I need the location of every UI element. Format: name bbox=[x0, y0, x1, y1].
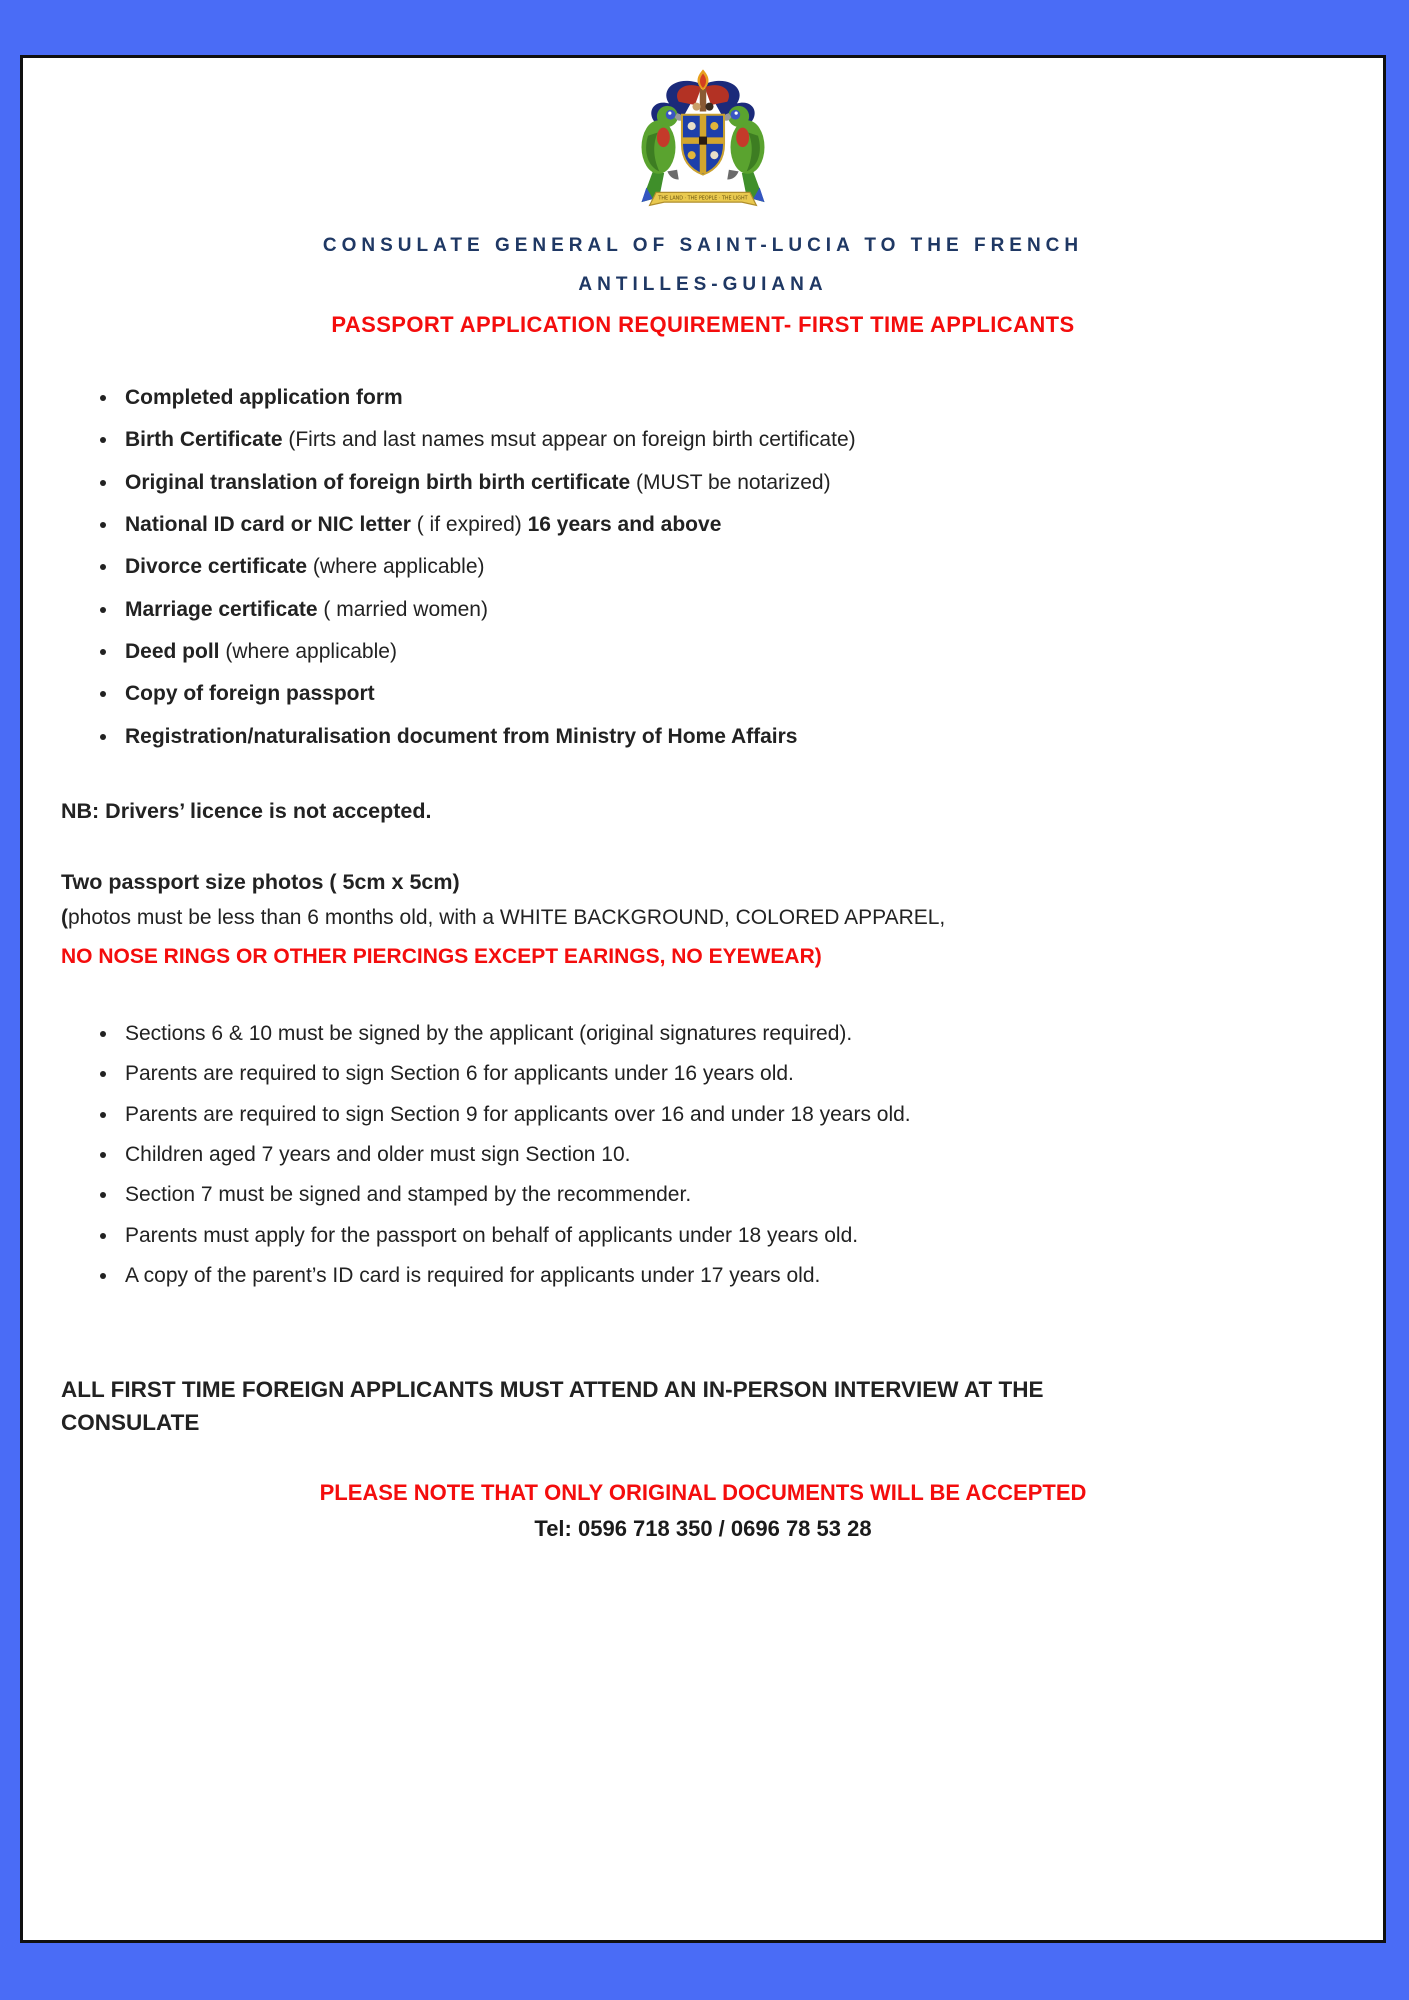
text-segment: Parents are required to sign Section 9 for applicants over 16 and under 18 years old. bbox=[125, 1102, 911, 1126]
list-item bbox=[119, 426, 1345, 454]
photos-heading bbox=[61, 870, 1345, 895]
text-segment: Sections 6 & 10 must be signed by the applicant (original signatures required). bbox=[125, 1022, 853, 1046]
text-segment: ( married women) bbox=[317, 597, 488, 621]
photos-line1 bbox=[61, 902, 1345, 934]
coat-of-arms-icon bbox=[61, 66, 1345, 214]
text-segment: Birth Certificate bbox=[125, 428, 283, 452]
list-item bbox=[119, 723, 1345, 751]
text-segment: ( bbox=[61, 906, 68, 930]
text-segment: Copy of foreign passport bbox=[125, 682, 375, 706]
text-segment: Marriage certificate bbox=[125, 597, 318, 621]
list-item bbox=[119, 384, 1345, 412]
list-item bbox=[119, 1020, 1345, 1048]
text-segment: (MUST be notarized) bbox=[630, 470, 831, 494]
list-item bbox=[119, 1141, 1345, 1169]
consulate-name-line1: CONSULATE GENERAL OF SAINT-LUCIA TO THE FRENCH bbox=[322, 235, 1084, 256]
interview-notice bbox=[61, 1373, 1345, 1441]
text-segment: (where applicable) bbox=[219, 640, 397, 664]
text-segment: Divorce certificate bbox=[125, 555, 308, 579]
text-segment: 16 years and above bbox=[527, 513, 722, 537]
list-item bbox=[119, 680, 1345, 708]
nb-note bbox=[61, 799, 1345, 824]
list-item bbox=[119, 511, 1345, 539]
text-segment: Two passport size photos ( 5cm x 5cm) bbox=[61, 870, 460, 895]
list-item bbox=[119, 1060, 1345, 1088]
requirements-list bbox=[61, 384, 1345, 751]
text-segment: National ID card or NIC letter bbox=[125, 513, 411, 537]
original-documents-note: PLEASE NOTE THAT ONLY ORIGINAL DOCUMENTS WILL BE ACCEPTED bbox=[319, 1480, 1087, 1505]
text-segment: Original translation of foreign birth birth certificate bbox=[125, 470, 631, 494]
text-segment: CONSULATE bbox=[61, 1410, 200, 1436]
text-segment: NO NOSE RINGS OR OTHER PIERCINGS EXCEPT EARINGS, NO EYEWEAR) bbox=[61, 944, 822, 968]
list-item bbox=[119, 1181, 1345, 1209]
document-sheet bbox=[20, 55, 1386, 1943]
consulate-name-line2: ANTILLES-GUIANA bbox=[578, 274, 828, 295]
list-item bbox=[119, 1222, 1345, 1250]
list-item bbox=[119, 553, 1345, 581]
text-segment: (Firts and last names msut appear on foreign birth certificate) bbox=[282, 428, 856, 452]
list-item bbox=[119, 1262, 1345, 1290]
list-item bbox=[119, 638, 1345, 666]
text-segment: Deed poll bbox=[125, 640, 220, 664]
list-item bbox=[119, 596, 1345, 624]
text-segment: (where applicable) bbox=[307, 555, 485, 579]
photo-requirements-block bbox=[61, 870, 1345, 972]
document-title: PASSPORT APPLICATION REQUIREMENT- FIRST TIME APPLICANTS bbox=[331, 312, 1075, 337]
svg-text:THE LAND · THE PEOPLE · THE LI: THE LAND · THE PEOPLE · THE LIGHT bbox=[658, 195, 748, 202]
text-segment: Children aged 7 years and older must sign Section 10. bbox=[125, 1143, 631, 1167]
signing-instructions-list bbox=[61, 1020, 1345, 1290]
text-segment: A copy of the parent’s ID card is required for applicants under 17 years old. bbox=[125, 1264, 821, 1288]
list-item bbox=[119, 1101, 1345, 1129]
text-segment: Completed application form bbox=[125, 386, 403, 409]
photos-line2 bbox=[61, 941, 1345, 973]
text-segment: ( if expired) bbox=[410, 513, 528, 537]
text-segment: Section 7 must be signed and stamped by the recommender. bbox=[125, 1183, 692, 1207]
telephone-line: Tel: 0596 718 350 / 0696 78 53 28 bbox=[534, 1516, 872, 1541]
text-segment: Parents are required to sign Section 6 for applicants under 16 years old. bbox=[125, 1062, 794, 1086]
text-segment: photos must be less than 6 months old, with a WHITE BACKGROUND, COLORED APPAREL, bbox=[68, 906, 946, 930]
list-item bbox=[119, 469, 1345, 497]
text-segment: Parents must apply for the passport on behalf of applicants under 18 years old. bbox=[125, 1223, 859, 1247]
text-segment: NB: Drivers’ licence is not accepted. bbox=[61, 799, 432, 824]
text-segment: Registration/naturalisation document from Ministry of Home Affairs bbox=[125, 724, 798, 748]
text-segment: ALL FIRST TIME FOREIGN APPLICANTS MUST ATTEND AN IN-PERSON INTERVIEW AT THE bbox=[61, 1376, 1044, 1402]
